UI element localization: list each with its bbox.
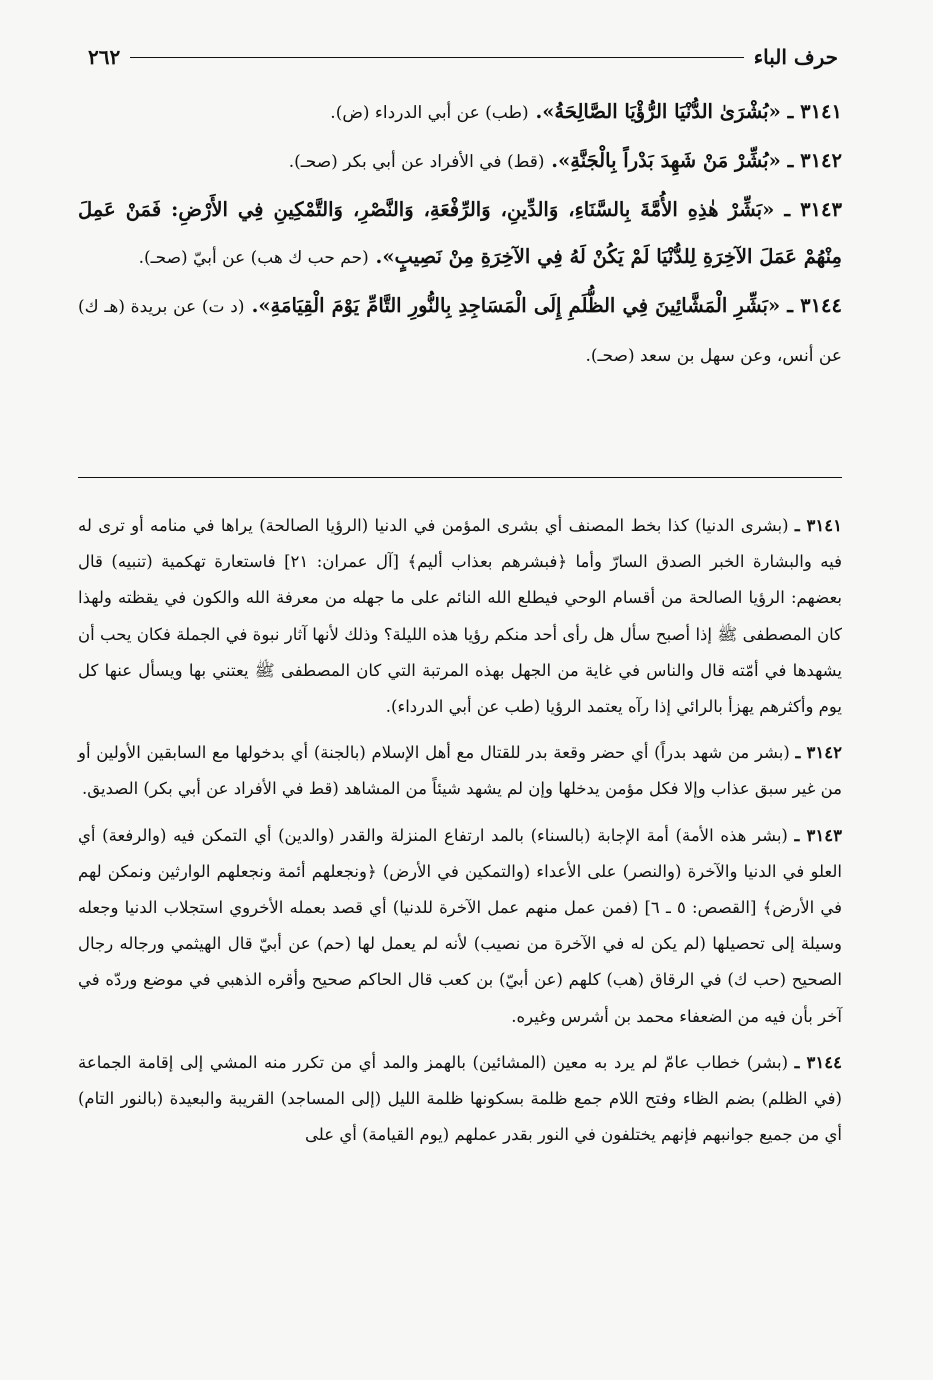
commentary-section — [78, 508, 842, 1163]
commentary-number: ٣١٤١ ـ — [794, 516, 842, 535]
commentary-number: ٣١٤٢ ـ — [795, 743, 842, 763]
commentary-text: (بشر من شهد بدراً) أي حضر وقعة بدر للقتال مع أهل الإسلام (بالجنة) أي بدخولها مع السابقين الأولين أو من غير سبق عذاب وإلا فكل مؤمن يدخلها وإن لم يشهد شيئاً من المشاهد (قط في الأفراد عن أبي بكر) الصديق. — [78, 743, 842, 799]
hadith-source: (طب) عن أبي الدرداء (ض). — [330, 103, 529, 123]
hadith-source: (د ت) عن بريدة (هـ ك) عن أنس، وعن سهل بن سعد (صحـ). — [78, 297, 842, 366]
commentary-paragraph — [78, 1045, 842, 1154]
commentary-paragraph — [78, 735, 842, 807]
hadith-entry — [78, 137, 842, 186]
section-divider — [78, 477, 842, 478]
header-rule — [130, 57, 743, 58]
hadith-source: (قط) في الأفراد عن أبي بكر (صحـ). — [288, 152, 545, 172]
page-header — [78, 40, 842, 74]
hadith-number: ٣١٤٤ ـ — [787, 294, 843, 317]
hadith-entry — [78, 88, 842, 137]
commentary-number: ٣١٤٣ ـ — [794, 825, 842, 845]
hadith-text: «بُشِّرْ مَنْ شَهِدَ بَدْراً بِالْجَنَّةِ». — [551, 149, 781, 172]
commentary-text: (بشرى الدنيا) كذا بخط المصنف أي بشرى المؤمن في الدنيا (الرؤيا الصالحة) يراها في منامه أو ترى له فيه والبشارة الخبر الصدق السارّ وأما ﴿فبشرهم بعذاب أليم﴾ [آل عمران: ٢١] فاستعارة تهكمية (تنبيه) قال بعضهم: الرؤيا الصالحة من أقسام الوحي فيطلع الله النائم على ما جهله من معرفة الله والكون في يقظته ولهذا كان المصطفى ﷺ إذا أصبح سأل هل رأى أحد منكم رؤيا هذه الليلة؟ وذلك لأنها آثار نبوة في الجملة فكان يحب أن يشهدها في أمّته قال والناس في غاية من الجهل بهذه المرتبة التي كان المصطفى ﷺ يعتني بها ويسأل عنها كل يوم وأكثرهم يهزأ بالرائي إذا رآه يعتمد الرؤيا (طب عن أبي الدرداء). — [78, 516, 842, 717]
hadith-source: (حم حب ك هب) عن أبيّ (صحـ). — [138, 248, 369, 268]
hadith-number: ٣١٤٢ ـ — [787, 149, 842, 172]
commentary-paragraph — [78, 818, 842, 1035]
hadith-entry — [78, 186, 842, 282]
hadith-text: «بَشِّرْ هٰذِهِ الأُمَّةَ بِالسَّنَاءِ، وَالدِّينِ، وَالرِّفْعَةِ، وَالنَّصْرِ، وَالتَّمْكِينِ فِي الأَرْضِ: فَمَنْ عَمِلَ مِنْهُمْ عَمَلَ الآخِرَةِ لِلدُّنْيَا لَمْ يَكُنْ لَهُ فِي الآخِرَةِ مِنْ نَصِيبٍ». — [78, 198, 842, 268]
page-number: ٢٦٢ — [88, 45, 121, 69]
chapter-title: حرف الباء — [753, 45, 838, 69]
hadith-section — [78, 88, 842, 380]
hadith-number: ٣١٤١ ـ — [787, 100, 842, 123]
hadith-number: ٣١٤٣ ـ — [784, 198, 842, 221]
commentary-text: (بشر هذه الأمة) أمة الإجابة (بالسناء) بالمد ارتفاع المنزلة والقدر (والدين) أي التمكن فيه (والرفعة) أي العلو في الدنيا والآخرة (والنصر) على الأعداء (والتمكين في الأرض) ﴿ونجعلهم أئمة ونجعلهم الوارثين ونمكن لهم في الأرض﴾ [القصص: ٥ ـ ٦] (فمن عمل منهم عمل الآخرة للدنيا) أي قصد بعمله الأخروي استجلاب الدنيا وجعله وسيلة إلى تحصيلها (لم يكن له في الآخرة من نصيب) لأنه لم يعمل لها (حم) عن أبيّ قال الهيثمي ورجاله رجال الصحيح (حب ك) في الرقاق (هب) كلهم (عن أبيّ) بن كعب قال الحاكم صحيح وأقره الذهبي في موضع وردّه في آخر بأن فيه من الضعفاء محمد بن أشرس وغيره. — [78, 825, 842, 1026]
commentary-number: ٣١٤٤ ـ — [794, 1052, 842, 1072]
commentary-text: (بشر) خطاب عامّ لم يرد به معين (المشائين) بالهمز والمد أي من تكرر منه المشي إلى إقامة الجماعة (في الظلم) بضم الظاء وفتح اللام جمع ظلمة بسكونها ظلمة الليل (إلى المساجد) القريبة والبعيدة (بالنور التام) أي من جميع جوانبهم فإنهم يختلفون في النور بقدر عملهم (يوم القيامة) أي على — [78, 1052, 842, 1145]
page — [78, 40, 842, 1340]
commentary-paragraph — [78, 508, 842, 725]
hadith-text: «بُشْرَىٰ الدُّنْيَا الرُّؤْيَا الصَّالِحَةُ». — [535, 100, 781, 123]
hadith-text: «بَشِّرِ الْمَشَّائِينَ فِي الظُّلَمِ إِلَى الْمَسَاجِدِ بِالنُّورِ التَّامِّ يَوْمَ الْقِيَامَةِ». — [251, 294, 781, 317]
hadith-entry — [78, 282, 842, 380]
